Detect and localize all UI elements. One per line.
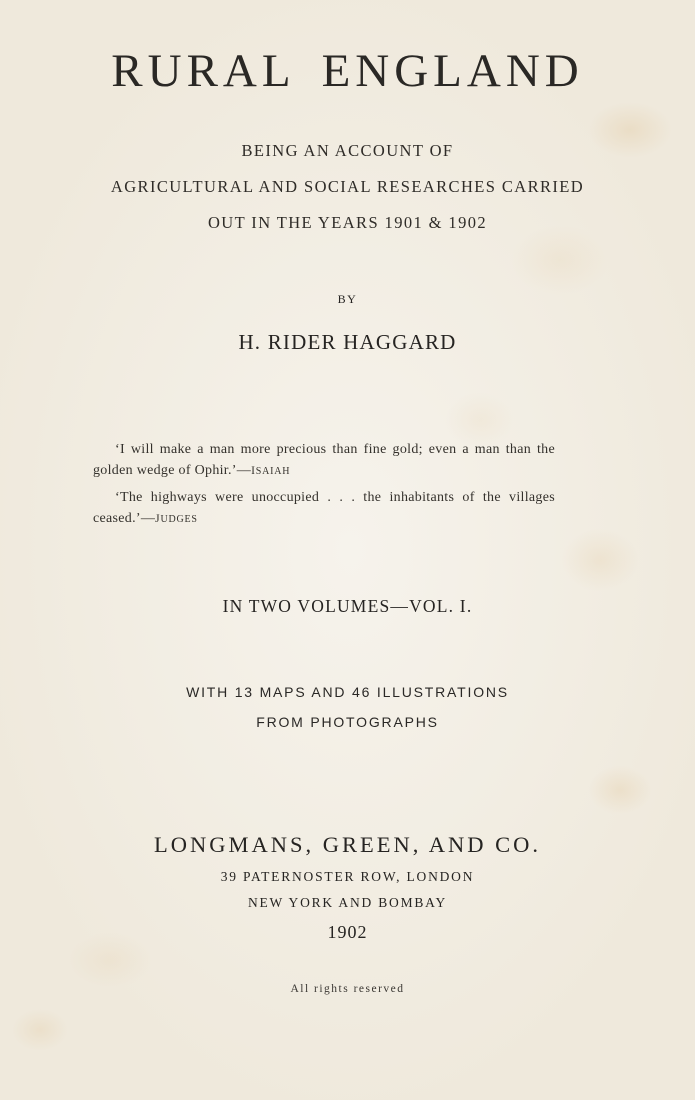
- book-title-word-1: RURAL: [111, 45, 296, 97]
- epigraph-judges: [93, 487, 555, 530]
- epigraph-text: ‘The highways were unoccupied . . . the inhabitants of the villages ceased.’—: [93, 490, 555, 526]
- author-name: H. RIDER HAGGARD: [238, 330, 457, 354]
- subtitle-line-1: BEING AN ACCOUNT OF: [241, 141, 454, 160]
- rights-notice: All rights reserved: [290, 983, 405, 995]
- publisher-cities: NEW YORK AND BOMBAY: [247, 895, 448, 910]
- book-title-word-2: ENGLAND: [321, 45, 584, 97]
- publisher-name: LONGMANS, GREEN, AND CO.: [153, 832, 541, 857]
- epigraph-text: ‘I will make a man more precious than fine gold; even a man than the golden wedge of Ophir.’—: [93, 442, 555, 478]
- illustrations-line-2: FROM PHOTOGRAPHS: [256, 714, 439, 730]
- by-label: BY: [337, 292, 358, 306]
- epigraph-isaiah: [93, 439, 555, 482]
- publication-year: 1902: [327, 922, 368, 942]
- epigraph-source: JUDGES: [155, 513, 198, 525]
- subtitle-line-3: OUT IN THE YEARS 1901 & 1902: [207, 213, 488, 232]
- illustrations-line-1: WITH 13 MAPS AND 46 ILLUSTRATIONS: [186, 684, 509, 700]
- book-title: [0, 44, 695, 98]
- volume-info: IN TWO VOLUMES—VOL. I.: [222, 596, 473, 616]
- subtitle-line-2: AGRICULTURAL AND SOCIAL RESEARCHES CARRIED: [110, 177, 585, 196]
- epigraph-source: ISAIAH: [251, 465, 291, 477]
- publisher-address: 39 PATERNOSTER ROW, LONDON: [220, 869, 475, 884]
